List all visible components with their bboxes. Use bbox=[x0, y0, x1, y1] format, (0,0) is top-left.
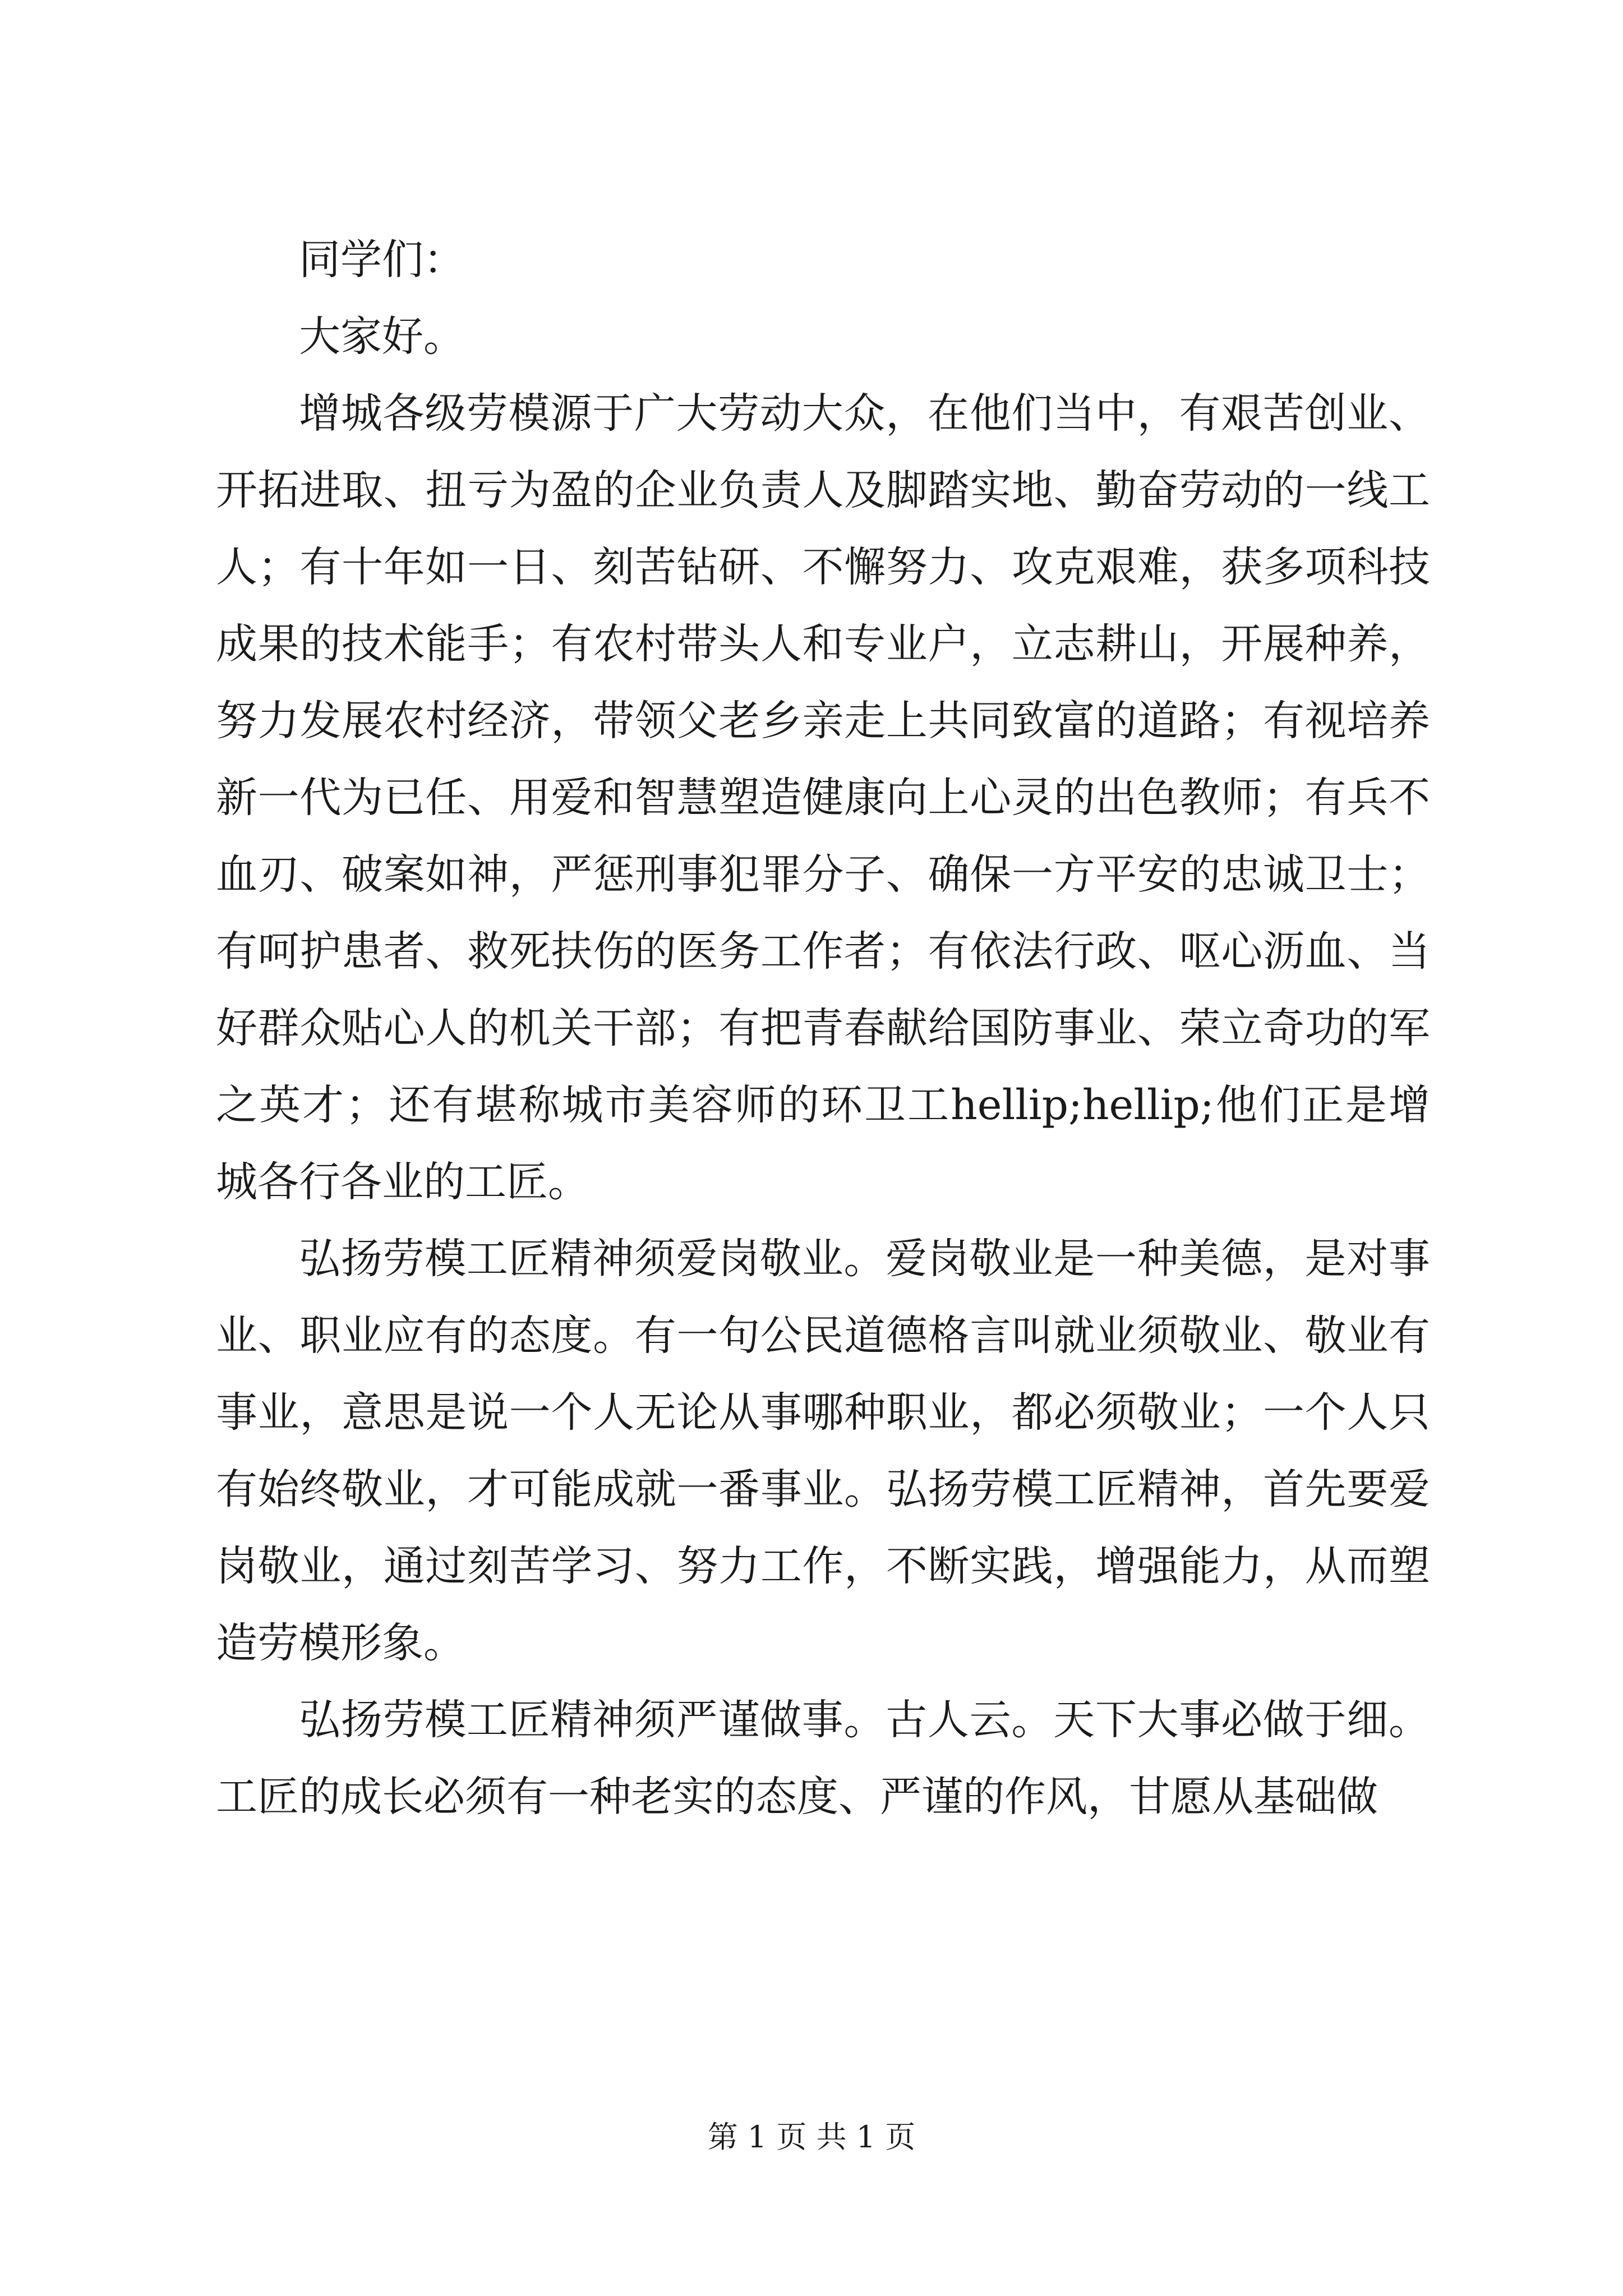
body-paragraph-1: 增城各级劳模源于广大劳动大众，在他们当中，有艰苦创业、开拓进取、扭亏为盈的企业负责人及脚踏实地、勤奋劳动的一线工人；有十年如一日、刻苦钻研、不懈努力、攻克艰难，获多项科技成果的技术能手；有农村带头人和专业户，立志耕山，开展种养，努力发展农村经济，带领父老乡亲走上共同致富的道路；有视培养新一代为已任、用爱和智慧塑造健康向上心灵的出色教师；有兵不血刃、破案如神，严惩刑事犯罪分子、确保一方平安的忠诚卫士；有呵护患者、救死扶伤的医务工作者；有依法行政、呕心沥血、当好群众贴心人的机关干部；有把青春献给国防事业、荣立奇功的军之英才；还有堪称城市美容师的环卫工hellip;hellip;他们正是增城各行各业的工匠。 bbox=[216, 389, 1430, 1206]
page-number-footer: 第 1 页 共 1 页 bbox=[707, 2119, 916, 2155]
document-body bbox=[216, 222, 1430, 1835]
body-paragraph-2: 弘扬劳模工匠精神须爱岗敬业。爱岗敬业是一种美德，是对事业、职业应有的态度。有一句公民道德格言叫就业须敬业、敬业有事业，意思是说一个人无论从事哪种职业，都必须敬业；一个人只有始终敬业，才可能成就一番事业。弘扬劳模工匠精神，首先要爱岗敬业，通过刻苦学习、努力工作，不断实践，增强能力，从而塑造劳模形象。 bbox=[216, 1235, 1430, 1667]
salutation-paragraph: 大家好。 bbox=[299, 312, 465, 361]
greeting-paragraph: 同学们： bbox=[299, 236, 465, 284]
body-paragraph-3: 弘扬劳模工匠精神须严谨做事。古人云。天下大事必做于细。工匠的成长必须有一种老实的态度、严谨的作风，甘愿从基础做 bbox=[216, 1696, 1430, 1821]
